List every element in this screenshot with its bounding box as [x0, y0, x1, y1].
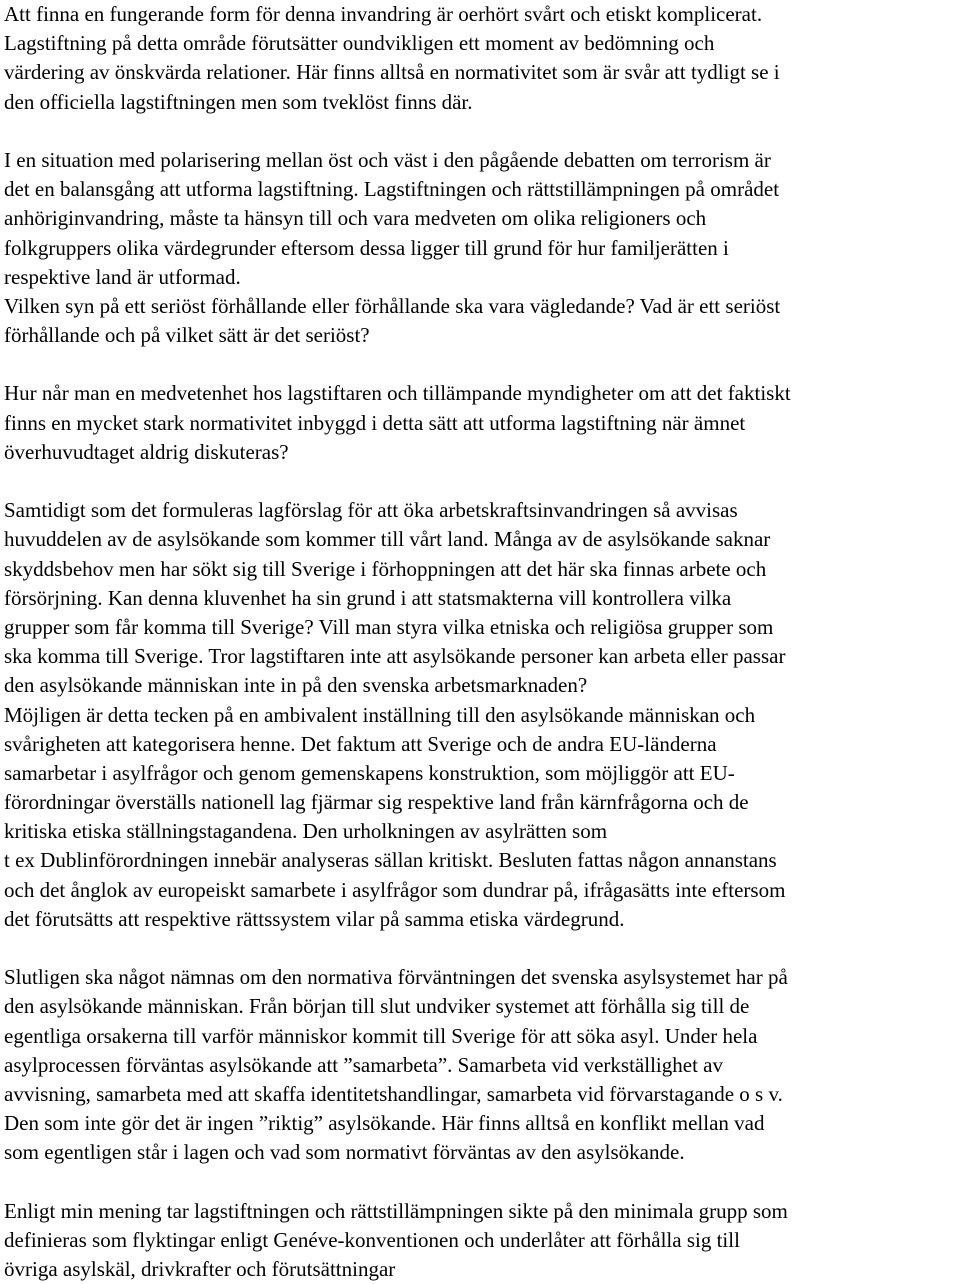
text-line: den officiella lagstiftningen men som tveklöst finns där. [4, 89, 473, 114]
text-line: Hur når man en medvetenhet hos lagstiftaren och tillämpande myndigheter om att det faktiskt [4, 381, 791, 406]
text-line: definieras som flyktingar enligt Genéve-konventionen och underlåter att förhålla sig till [4, 1227, 740, 1252]
text-line: Lagstiftning på detta område förutsätter oundvikligen ett moment av bedömning och [4, 31, 715, 56]
paragraph [4, 146, 958, 350]
text-line: asylprocessen förväntas asylsökande att ”samarbeta”. Samarbeta vid verkställighet av [4, 1052, 723, 1077]
text-line: förordningar överställs nationell lag fjärmar sig respektive land från kärnfrågorna och de [4, 790, 749, 815]
text-line: det en balansgång att utforma lagstiftning. Lagstiftningen och rättstillämpningen på området [4, 177, 780, 202]
paragraph [4, 0, 958, 117]
paragraph-gap [4, 934, 958, 963]
text-line: värdering av önskvärda relationer. Här finns alltså en normativitet som är svår att tydligt se i [4, 60, 780, 85]
text-line: Enligt min mening tar lagstiftningen och rättstillämpningen sikte på den minimala grupp som [4, 1198, 788, 1223]
text-line: Samtidigt som det formuleras lagförslag för att öka arbetskraftsinvandringen så avvisas [4, 498, 738, 523]
text-line: som egentligen står i lagen och vad som normativt förväntas av den asylsökande. [4, 1140, 685, 1165]
text-line: Vilken syn på ett seriöst förhållande eller förhållande ska vara vägledande? Vad är ett seriöst [4, 293, 781, 318]
text-line: I en situation med polarisering mellan öst och väst i den pågående debatten om terrorism är [4, 147, 771, 172]
text-line: folkgruppers olika värdegrunder eftersom dessa ligger till grund för hur familjerätten i [4, 235, 729, 260]
text-line: samarbetar i asylfrågor och genom gemenskapens konstruktion, som möjliggör att EU- [4, 760, 735, 785]
document-page [4, 0, 958, 1284]
text-line: ska komma till Sverige. Tror lagstiftaren inte att asylsökande personer kan arbeta eller passar [4, 644, 786, 669]
text-line: den asylsökande människan inte in på den svenska arbetsmarknaden? [4, 673, 588, 698]
paragraph [4, 963, 958, 1167]
paragraph-gap [4, 350, 958, 379]
text-line: överhuvudtaget aldrig diskuteras? [4, 439, 289, 464]
paragraph [4, 1197, 958, 1284]
paragraph [4, 496, 958, 934]
text-line: kritiska etiska ställningstagandena. Den urholkningen av asylrätten som [4, 819, 608, 844]
paragraph-gap [4, 467, 958, 496]
text-line: finns en mycket stark normativitet inbyggd i detta sätt att utforma lagstiftning när ämnet [4, 410, 746, 435]
text-line: övriga asylskäl, drivkrafter och förutsättningar [4, 1257, 396, 1282]
text-line: och det ånglok av europeiskt samarbete i asylfrågor som dundrar på, ifrågasätts inte eftersom [4, 877, 786, 902]
text-line: skyddsbehov men har sökt sig till Sverige i förhoppningen att det här ska finnas arbete och [4, 556, 767, 581]
text-line: respektive land är utformad. [4, 264, 241, 289]
paragraph-gap [4, 117, 958, 146]
text-line: egentliga orsakerna till varför människor kommit till Sverige för att söka asyl. Under hela [4, 1023, 758, 1048]
text-line: Den som inte gör det är ingen ”riktig” asylsökande. Här finns alltså en konflikt mellan vad [4, 1111, 765, 1136]
text-line: svårigheten att kategorisera henne. Det faktum att Sverige och de andra EU-länderna [4, 731, 717, 756]
text-line: försörjning. Kan denna kluvenhet ha sin grund i att statsmakterna vill kontrollera vilka [4, 585, 732, 610]
text-line: anhöriginvandring, måste ta hänsyn till och vara medveten om olika religioners och [4, 206, 707, 231]
text-line: grupper som får komma till Sverige? Vill man styra vilka etniska och religiösa grupper som [4, 614, 774, 639]
text-line: Att finna en fungerande form för denna invandring är oerhört svårt och etiskt komplicerat. [4, 2, 763, 26]
paragraph-gap [4, 1168, 958, 1197]
text-line: det förutsätts att respektive rättssystem vilar på samma etiska värdegrund. [4, 906, 625, 931]
text-line: t ex Dublinförordningen innebär analyseras sällan kritiskt. Besluten fattas någon annanstans [4, 848, 777, 873]
text-line: Möjligen är detta tecken på en ambivalent inställning till den asylsökande människan och [4, 702, 756, 727]
text-line: huvuddelen av de asylsökande som kommer till vårt land. Många av de asylsökande saknar [4, 527, 771, 552]
text-line: den asylsökande människan. Från början till slut undviker systemet att förhålla sig till de [4, 994, 750, 1019]
text-line: Slutligen ska något nämnas om den normativa förväntningen det svenska asylsystemet har på [4, 965, 788, 990]
text-line: förhållande och på vilket sätt är det seriöst? [4, 323, 370, 348]
paragraph [4, 379, 958, 467]
text-line: avvisning, samarbeta med att skaffa identitetshandlingar, samarbeta vid förvarstagande o s v. [4, 1081, 783, 1106]
